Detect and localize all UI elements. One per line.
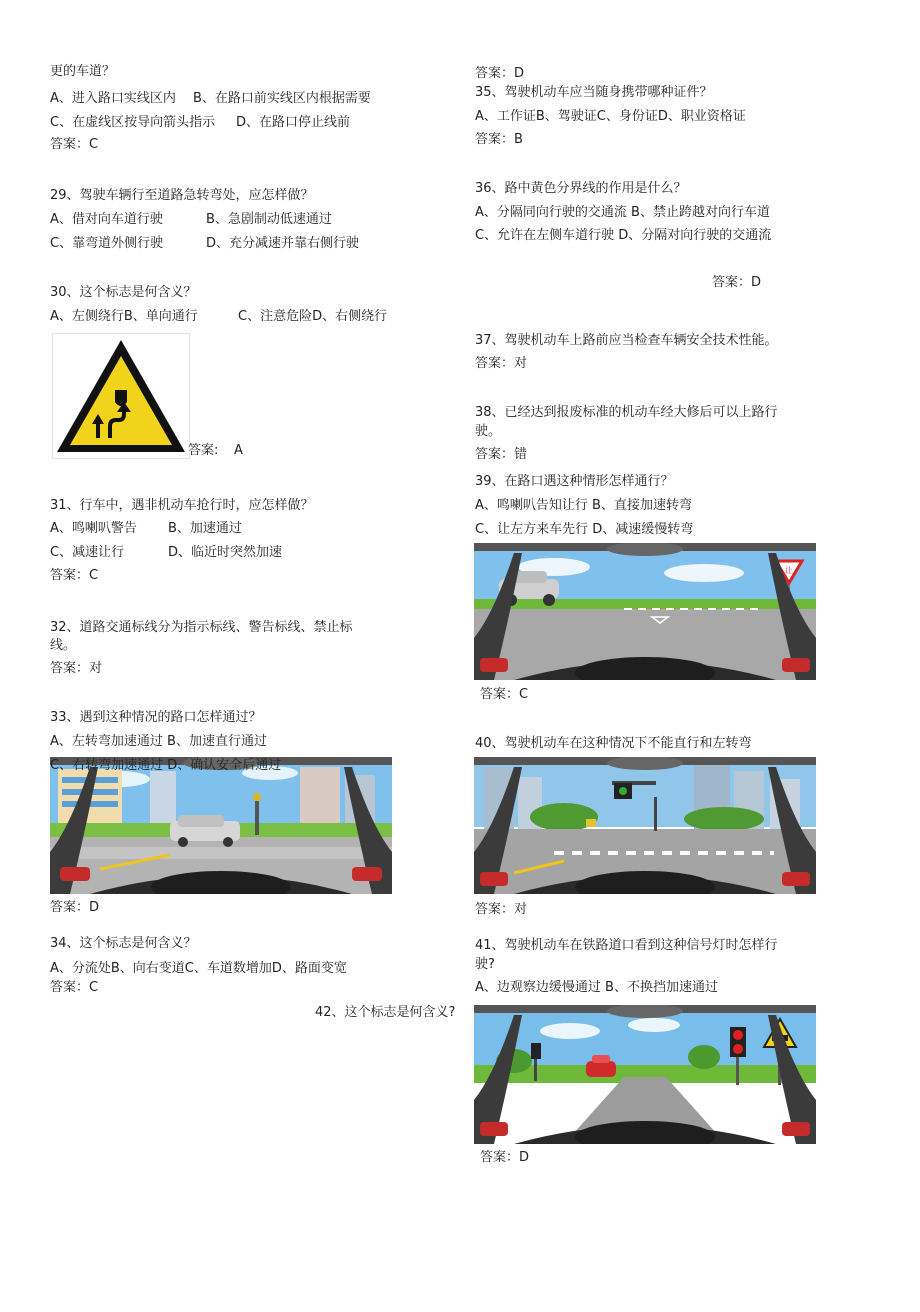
q30-answer-value: A <box>234 443 243 458</box>
q39-stem: 39、在路口遇这种情形怎样通行？ <box>475 474 674 489</box>
q28-option-c: C、在虚线区按导向箭头指示 <box>50 115 216 130</box>
q32-stem-line2: 线。 <box>50 638 77 653</box>
q34-stem: 34、这个标志是何含义？ <box>50 936 197 951</box>
q36-answer: 答案：D <box>712 275 762 290</box>
q32-answer: 答案：对 <box>50 661 103 676</box>
q33-intersection-image <box>50 757 392 894</box>
q40-answer: 答案：对 <box>475 902 528 917</box>
q28-answer: 答案：C <box>50 137 99 152</box>
q30-answer-label: 答案: <box>188 443 219 458</box>
q33-answer: 答案：D <box>50 900 100 915</box>
q31-option-d: D、临近时突然加速 <box>168 545 283 560</box>
q31-stem: 31、行车中，遇非机动车抢行时，应怎样做？ <box>50 498 314 513</box>
q29-option-c: C、靠弯道外侧行驶 <box>50 236 164 251</box>
q34-options: A、分流处B、向右变道C、车道数增加D、路面变宽 <box>50 961 347 976</box>
q40-traffic-light-image <box>474 757 816 894</box>
yield-sign-text: 让 <box>785 566 793 575</box>
q29-option-b: B、急剧制动低速通过 <box>206 212 332 227</box>
q29-option-d: D、充分减速并靠右侧行驶 <box>206 236 360 251</box>
q32-stem-line1: 32、道路交通标线分为指示标线、警告标线、禁止标 <box>50 620 353 635</box>
q34-answer-right: 答案：D <box>475 66 525 81</box>
q29-stem: 29、驾驶车辆行至道路急转弯处，应怎样做？ <box>50 188 314 203</box>
q41-answer: 答案：D <box>480 1150 530 1165</box>
q33-options-cd: C、右转弯加速通过 D、确认安全后通过 <box>50 758 282 773</box>
q30-warning-sign-image <box>52 333 190 459</box>
q36-options-ab: A、分隔同向行驶的交通流 B、禁止跨越对向行车道 <box>475 205 770 220</box>
q33-options-ab: A、左转弯加速通过 B、加速直行通过 <box>50 734 267 749</box>
q36-stem: 36、路中黄色分界线的作用是什么？ <box>475 181 687 196</box>
q39-options-ab: A、鸣喇叭告知让行 B、直接加速转弯 <box>475 498 692 513</box>
q37-stem: 37、驾驶机动车上路前应当检查车辆安全技术性能。 <box>475 333 778 348</box>
q31-answer: 答案：C <box>50 568 99 583</box>
q30-options-cd: C、注意危险D、右侧绕行 <box>238 309 388 324</box>
q35-stem: 35、驾驶机动车应当随身携带哪种证件？ <box>475 85 713 100</box>
railway-crossing-scene <box>474 1005 816 1144</box>
q38-stem-line2: 驶。 <box>475 424 502 439</box>
yield-intersection-scene <box>474 543 816 680</box>
city-intersection-scene <box>50 757 392 894</box>
q35-answer: 答案：B <box>475 132 523 147</box>
q38-stem-line1: 38、已经达到报废标准的机动车经大修后可以上路行 <box>475 405 778 420</box>
q36-options-cd: C、允许在左侧车道行驶 D、分隔对向行驶的交通流 <box>475 228 772 243</box>
q30-options-ab: A、左侧绕行B、单向通行 <box>50 309 198 324</box>
q41-stem-line1: 41、驾驶机动车在铁路道口看到这种信号灯时怎样行 <box>475 938 778 953</box>
q30-stem: 30、这个标志是何含义？ <box>50 285 197 300</box>
q28-option-d: D、在路口停止线前 <box>236 115 351 130</box>
city-traffic-light-scene <box>474 757 816 894</box>
q41-options-ab: A、边观察边缓慢通过 B、不换挡加速通过 <box>475 980 718 995</box>
q28-stem-tail: 更的车道？ <box>50 64 116 79</box>
q34-answer: 答案：C <box>50 980 99 995</box>
q41-stem-line2: 驶? <box>475 957 495 972</box>
q31-option-c: C、减速让行 <box>50 545 125 560</box>
q39-options-cd: C、让左方来车先行 D、减速缓慢转弯 <box>475 522 694 537</box>
q28-option-a: A、进入路口实线区内 <box>50 91 176 106</box>
q39-yield-intersection-image <box>474 543 816 680</box>
q31-option-b: B、加速通过 <box>168 521 242 536</box>
warning-sign-icon <box>53 334 189 458</box>
q31-option-a: A、鸣喇叭警告 <box>50 521 137 536</box>
q33-stem: 33、遇到这种情况的路口怎样通过？ <box>50 710 262 725</box>
q35-options: A、工作证B、驾驶证C、身份证D、职业资格证 <box>475 109 746 124</box>
q42-stem: 42、这个标志是何含义? <box>315 1005 456 1020</box>
q29-option-a: A、借对向车道行驶 <box>50 212 163 227</box>
q39-answer: 答案：C <box>480 687 529 702</box>
q40-stem: 40、驾驶机动车在这种情况下不能直行和左转弯 <box>475 736 752 751</box>
q38-answer: 答案：错 <box>475 447 528 462</box>
q41-railway-crossing-image <box>474 1005 816 1144</box>
q28-option-b: B、在路口前实线区内根据需要 <box>193 91 371 106</box>
q37-answer: 答案：对 <box>475 356 528 371</box>
